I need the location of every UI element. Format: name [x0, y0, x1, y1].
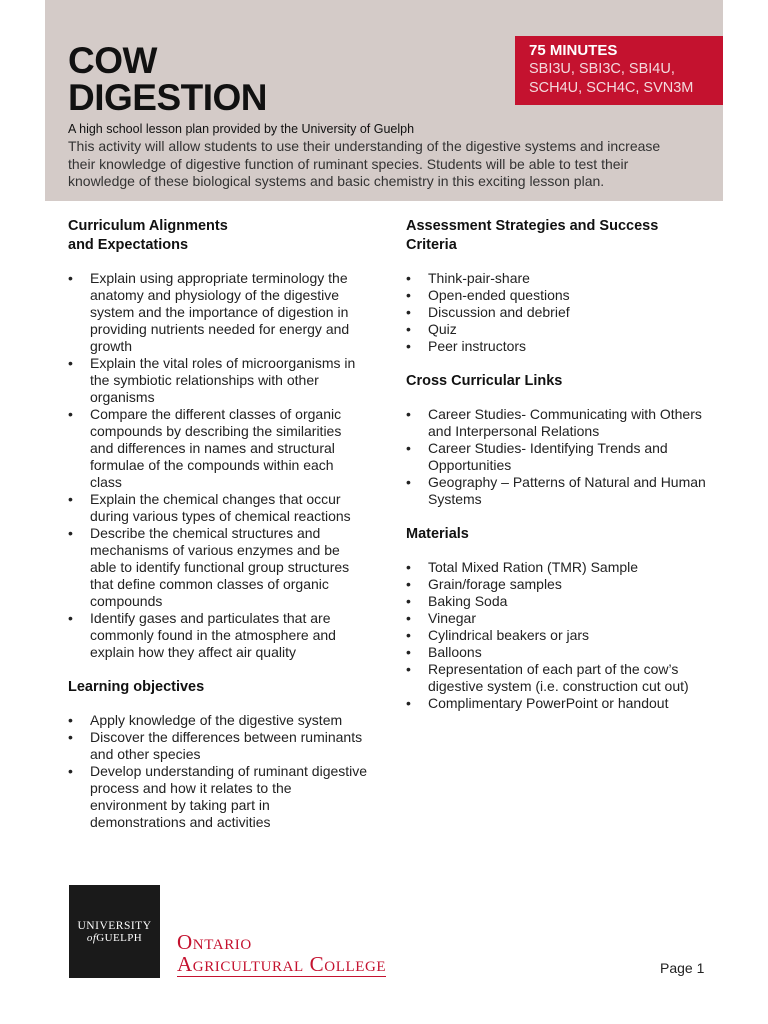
- duration-badge: [515, 36, 723, 105]
- materials-list: [406, 559, 706, 712]
- bullet-glyph: •: [406, 644, 411, 660]
- list-item-text: Peer instructors: [428, 338, 527, 354]
- list-item: [68, 525, 368, 610]
- course-codes-line-1: SBI3U, SBI3C, SBI4U,: [529, 61, 675, 77]
- bullet-glyph: •: [68, 763, 73, 779]
- bullet-glyph: •: [406, 287, 411, 303]
- list-item-text: Discussion and debrief: [428, 304, 570, 320]
- list-item: [406, 644, 706, 661]
- list-item: [406, 627, 706, 644]
- list-item-text: Balloons: [428, 644, 482, 660]
- list-item: [68, 763, 368, 831]
- list-item-text: Describe the chemical structures and mechanisms of various enzymes and be able to identify functional group structures that define common classes of organic compounds: [90, 525, 350, 609]
- bullet-glyph: •: [406, 627, 411, 643]
- materials-heading: Materials: [406, 526, 469, 542]
- list-item-text: Complimentary PowerPoint or handout: [428, 695, 669, 711]
- bullet-glyph: •: [68, 525, 73, 541]
- university-of-guelph-logo: [69, 885, 160, 978]
- bullet-glyph: •: [406, 440, 411, 456]
- objectives-heading: Learning objectives: [68, 679, 205, 695]
- assessment-heading-line-1: Assessment Strategies and Success: [406, 218, 659, 234]
- bullet-glyph: •: [406, 661, 411, 677]
- list-item-text: Career Studies- Identifying Trends and Opportunities: [428, 440, 668, 473]
- bullet-glyph: •: [406, 304, 411, 320]
- bullet-glyph: •: [68, 729, 73, 745]
- course-codes-line-2: SCH4U, SCH4C, SVN3M: [529, 80, 694, 96]
- list-item-text: Compare the different classes of organic compounds by describing the similarities and differences in names and structural formulae of the compounds within each class: [90, 406, 342, 490]
- assessment-heading-line-2: Criteria: [406, 237, 457, 253]
- list-item: [406, 406, 706, 440]
- list-item: [406, 610, 706, 627]
- assessment-list: [406, 270, 706, 355]
- list-item: [406, 287, 706, 304]
- list-item-text: Vinegar: [428, 610, 477, 626]
- bullet-glyph: •: [406, 695, 411, 711]
- list-item-text: Career Studies- Communicating with Others and Interpersonal Relations: [428, 406, 702, 439]
- curriculum-heading: [68, 217, 368, 255]
- logo-line-1: UNIVERSITY: [77, 919, 152, 932]
- list-item: [68, 355, 368, 406]
- objectives-list: [68, 712, 368, 831]
- list-item-text: Think-pair-share: [428, 270, 530, 286]
- bullet-glyph: •: [406, 270, 411, 286]
- list-item: [406, 321, 706, 338]
- list-item-text: Cylindrical beakers or jars: [428, 627, 590, 643]
- list-item-text: Open-ended questions: [428, 287, 570, 303]
- bullet-glyph: •: [406, 338, 411, 354]
- duration-text: 75 MINUTES: [529, 42, 618, 59]
- provider-subtitle: A high school lesson plan provided by the University of Guelph: [68, 122, 415, 136]
- bullet-glyph: •: [406, 610, 411, 626]
- list-item: [68, 406, 368, 491]
- cross-curricular-section: [406, 372, 706, 508]
- title-line-2: DIGESTION: [68, 77, 268, 118]
- list-item: [406, 474, 706, 508]
- right-column: [406, 217, 706, 712]
- college-line-2: Agricultural College: [177, 952, 387, 976]
- list-item-text: Apply knowledge of the digestive system: [90, 712, 343, 728]
- activity-description: This activity will allow students to use their understanding of the digestive systems and increase their knowledge of digestive function of ruminant species. Students will be able to test their knowledge of these biological systems and basic chemistry in this exciting lesson plan.: [68, 138, 661, 189]
- list-item: [406, 304, 706, 321]
- curriculum-section: [68, 217, 368, 661]
- logo-guelph: GUELPH: [96, 931, 143, 944]
- list-item-text: Explain the vital roles of microorganisms in the symbiotic relationships with other organisms: [90, 355, 356, 405]
- cross-curricular-list: [406, 406, 706, 508]
- assessment-heading: [406, 217, 706, 255]
- logo-line-2: [87, 932, 142, 944]
- title-line-1: COW: [68, 40, 157, 81]
- list-item: [406, 270, 706, 287]
- list-item: [406, 695, 706, 712]
- list-item: [406, 593, 706, 610]
- bullet-glyph: •: [68, 610, 73, 626]
- bullet-glyph: •: [68, 712, 73, 728]
- cross-curricular-heading: Cross Curricular Links: [406, 373, 563, 389]
- bullet-glyph: •: [406, 474, 411, 490]
- list-item-text: Develop understanding of ruminant digestive process and how it relates to the environment by taking part in demonstrations and activities: [90, 763, 368, 830]
- list-item-text: Explain the chemical changes that occur during various types of chemical reactions: [90, 491, 351, 524]
- page-number: Page 1: [660, 960, 705, 976]
- list-item-text: Identify gases and particulates that are commonly found in the atmosphere and explain how they affect air quality: [90, 610, 336, 660]
- curriculum-heading-line-1: Curriculum Alignments: [68, 218, 228, 234]
- bullet-glyph: •: [406, 321, 411, 337]
- left-column: [68, 217, 368, 831]
- list-item-text: Discover the differences between ruminants and other species: [90, 729, 363, 762]
- bullet-glyph: •: [406, 593, 411, 609]
- bullet-glyph: •: [68, 491, 73, 507]
- curriculum-heading-line-2: and Expectations: [68, 237, 189, 253]
- bullet-glyph: •: [68, 406, 73, 422]
- list-item: [68, 270, 368, 355]
- list-item: [68, 610, 368, 661]
- list-item: [68, 729, 368, 763]
- logo-of: of: [86, 931, 97, 944]
- bullet-glyph: •: [406, 406, 411, 422]
- list-item-text: Explain using appropriate terminology the anatomy and physiology of the digestive system and the importance of digestion in providing nutrients needed for energy and growth: [90, 270, 350, 354]
- list-item-text: Baking Soda: [428, 593, 508, 609]
- list-item: [406, 440, 706, 474]
- assessment-section: [406, 217, 706, 355]
- list-item: [68, 712, 368, 729]
- list-item: [406, 576, 706, 593]
- list-item-text: Grain/forage samples: [428, 576, 562, 592]
- bullet-glyph: •: [68, 355, 73, 371]
- materials-section: [406, 525, 706, 712]
- curriculum-list: [68, 270, 368, 661]
- list-item: [406, 661, 706, 695]
- list-item: [68, 491, 368, 525]
- list-item-text: Representation of each part of the cow’s digestive system (i.e. construction cut out): [428, 661, 689, 694]
- bullet-glyph: •: [68, 270, 73, 286]
- bullet-glyph: •: [406, 559, 411, 575]
- list-item: [406, 338, 706, 355]
- ontario-agricultural-college-wordmark: [177, 931, 386, 977]
- list-item: [406, 559, 706, 576]
- bullet-glyph: •: [406, 576, 411, 592]
- college-line-1: Ontario: [177, 930, 252, 954]
- list-item-text: Total Mixed Ration (TMR) Sample: [428, 559, 639, 575]
- objectives-section: [68, 678, 368, 831]
- page-title: [68, 42, 267, 116]
- list-item-text: Geography – Patterns of Natural and Human Systems: [428, 474, 706, 507]
- list-item-text: Quiz: [428, 321, 457, 337]
